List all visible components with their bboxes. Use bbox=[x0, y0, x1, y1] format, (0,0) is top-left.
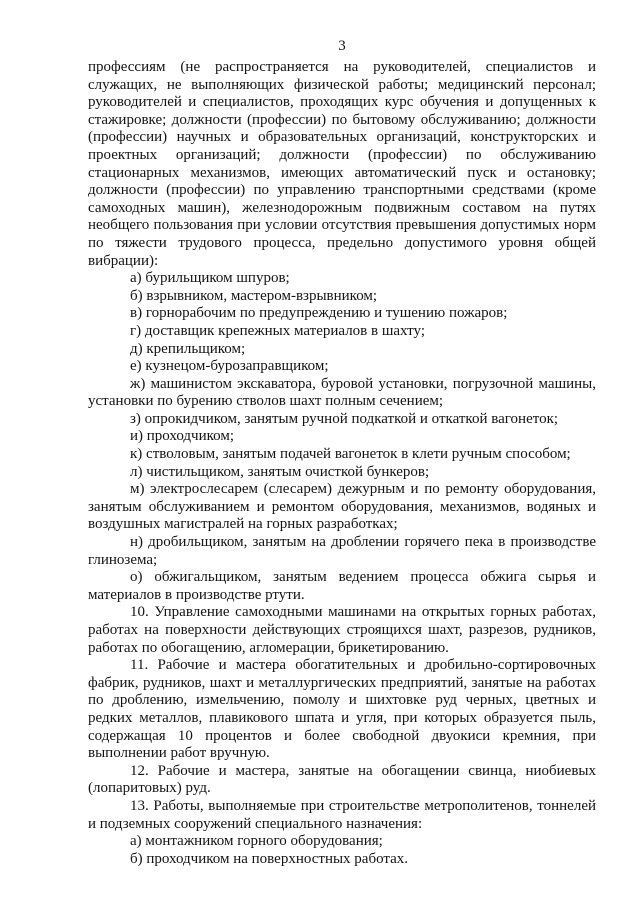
paragraph: 13. Работы, выполняемые при строительстве метрополитенов, тоннелей и подземных сооружений специального назначения: bbox=[88, 797, 596, 832]
paragraph: о) обжигальщиком, занятым ведением процесса обжига сырья и материалов в производстве ртути. bbox=[88, 569, 596, 603]
page-number: 3 bbox=[338, 38, 346, 54]
paragraph: з) опрокидчиком, занятым ручной подкаткой и откаткой вагонеток; bbox=[130, 410, 559, 427]
paragraph: ж) машинистом экскаватора, буровой установки, погрузочной машины, установки по бурению стволов шахт полным сечением; bbox=[88, 375, 596, 410]
paragraph: м) электрослесарем (слесарем) дежурным и по ремонту оборудования, занятым обслуживанием и ремонтом оборудования, механизмов, водяных и воздушных магистралей на горных разработках; bbox=[88, 481, 596, 533]
paragraph: 11. Рабочие и мастера обогатительных и дробильно-сортировочных фабрик, рудников, шахт и металлургических предприятий, занятые на работах по дроблению, измельчению, помолу и шихтовке руд черных, цветных и редких металлов, плавикового шпата и угля, при которых образуется пыль, содержащая 10 процентов и более свободной двуокиси кремния, при выполнении работ вручную. bbox=[88, 657, 596, 762]
paragraph: в) горнорабочим по предупреждению и тушению пожаров; bbox=[130, 305, 508, 322]
paragraph: г) доставщик крепежных материалов в шахту; bbox=[130, 322, 426, 339]
paragraph: профессиям (не распространяется на руководителей, специалистов и служащих, не выполняющих физической работы; медицинский персонал; руководителей и специалистов, проходящих курс обучения и допущенных к стажировке; должности (профессии) по бытовому обслуживанию; должности (профессии) научных и образовательных организаций, конструкторских и проектных организаций; должности (профессии) по обслуживанию стационарных механизмов, имеющих автоматический пуск и остановку; должности (профессии) по управлению транспортными средствами (кроме самоходных машин), железнодорожным подвижным составом на путях необщего пользования при условии отсутствия превышения допустимых норм по тяжести трудового процесса, предельно допустимого уровня общей вибрации): bbox=[88, 59, 596, 269]
paragraph: б) взрывником, мастером-взрывником; bbox=[130, 287, 378, 304]
paragraph: а) монтажником горного оборудования; bbox=[130, 833, 383, 850]
paragraph: а) бурильщиком шпуров; bbox=[130, 270, 290, 287]
paragraph: б) проходчиком на поверхностных работах. bbox=[130, 850, 409, 867]
paragraph: н) дробильщиком, занятым на дроблении горячего пека в производстве глинозема; bbox=[88, 534, 596, 568]
document-body bbox=[88, 59, 596, 868]
paragraph: и) проходчиком; bbox=[130, 428, 235, 445]
paragraph: 10. Управление самоходными машинами на открытых горных работах, работах на поверхности действующих строящихся шахт, разрезов, рудников, работах по обогащению, агломерации, брикетированию. bbox=[88, 604, 596, 656]
paragraph: д) крепильщиком; bbox=[130, 340, 246, 357]
paragraph: л) чистильщиком, занятым очисткой бункеров; bbox=[130, 463, 430, 480]
paragraph: е) кузнецом-бурозаправщиком; bbox=[130, 358, 329, 375]
paragraph: к) стволовым, занятым подачей вагонеток в клети ручным способом; bbox=[130, 446, 571, 463]
paragraph: 12. Рабочие и мастера, занятые на обогащении свинца, ниобиевых (лопаритовых) руд. bbox=[88, 762, 596, 797]
